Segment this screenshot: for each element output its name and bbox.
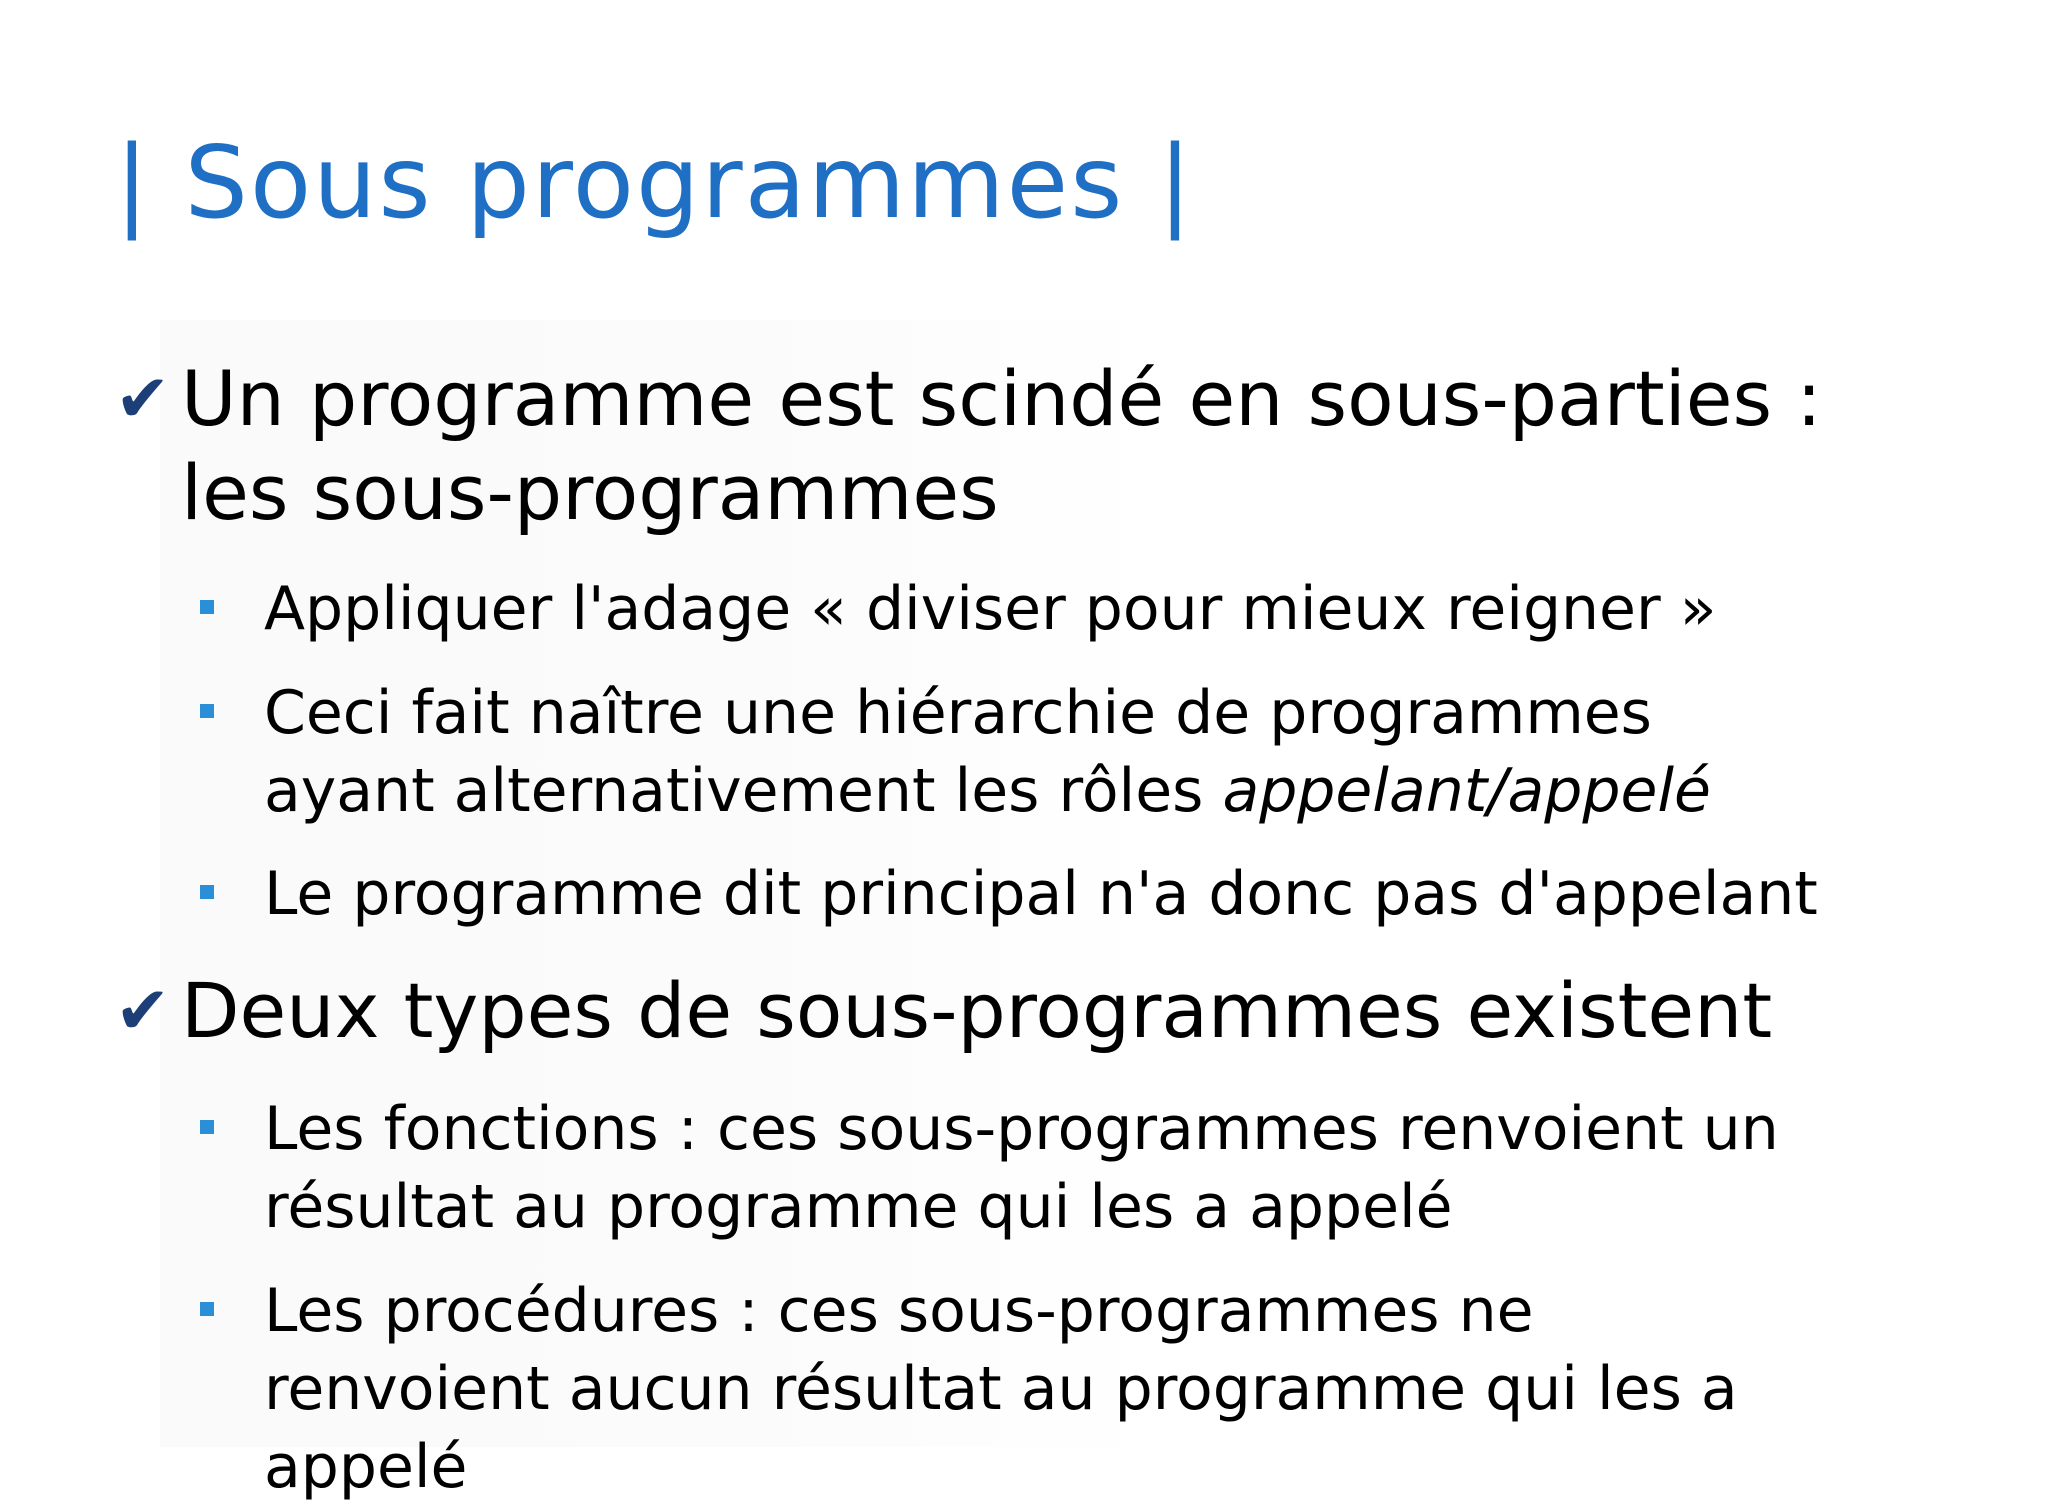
square-bullet-icon bbox=[200, 704, 214, 718]
bullet-text: Deux types de sous-programmes existent bbox=[181, 966, 1773, 1055]
square-bullet-icon bbox=[200, 885, 214, 899]
sub-bullet-text: Les procédures : ces sous-programmes ne renvoient aucun résultat au programme qui les a appelé bbox=[264, 1276, 1738, 1502]
check-mark-icon: ✔ bbox=[115, 360, 171, 437]
sub-bullet-item bbox=[200, 674, 1820, 830]
sub-bullet-item bbox=[200, 570, 1820, 648]
sub-bullet-text: Les fonctions : ces sous-programmes renvoient un résultat au programme qui les a appelé bbox=[264, 1094, 1779, 1242]
sub-bullet-item bbox=[200, 1090, 1820, 1246]
sub-bullet-item bbox=[200, 855, 1820, 933]
check-mark-icon: ✔ bbox=[115, 972, 171, 1049]
sub-bullet-text-plain: Ceci fait naître une hiérarchie de programmes ayant alternativement les rôles bbox=[264, 678, 1652, 826]
sub-bullet-text bbox=[264, 674, 1820, 830]
square-bullet-icon bbox=[200, 1120, 214, 1134]
bullet-item bbox=[115, 964, 1865, 1058]
bullet-item bbox=[115, 352, 1865, 540]
slide-title: | Sous programmes | bbox=[115, 124, 1194, 241]
sub-bullet-text: Appliquer l'adage « diviser pour mieux reigner » bbox=[264, 574, 1717, 644]
sub-bullet-text: Le programme dit principal n'a donc pas d'appelant bbox=[264, 859, 1818, 929]
bullet-text: Un programme est scindé en sous-parties : les sous-programmes bbox=[181, 354, 1822, 537]
sub-bullet-text-emphasis: appelant/appelé bbox=[1222, 756, 1711, 826]
square-bullet-icon bbox=[200, 600, 214, 614]
square-bullet-icon bbox=[200, 1302, 214, 1316]
sub-bullet-item bbox=[200, 1272, 1820, 1506]
